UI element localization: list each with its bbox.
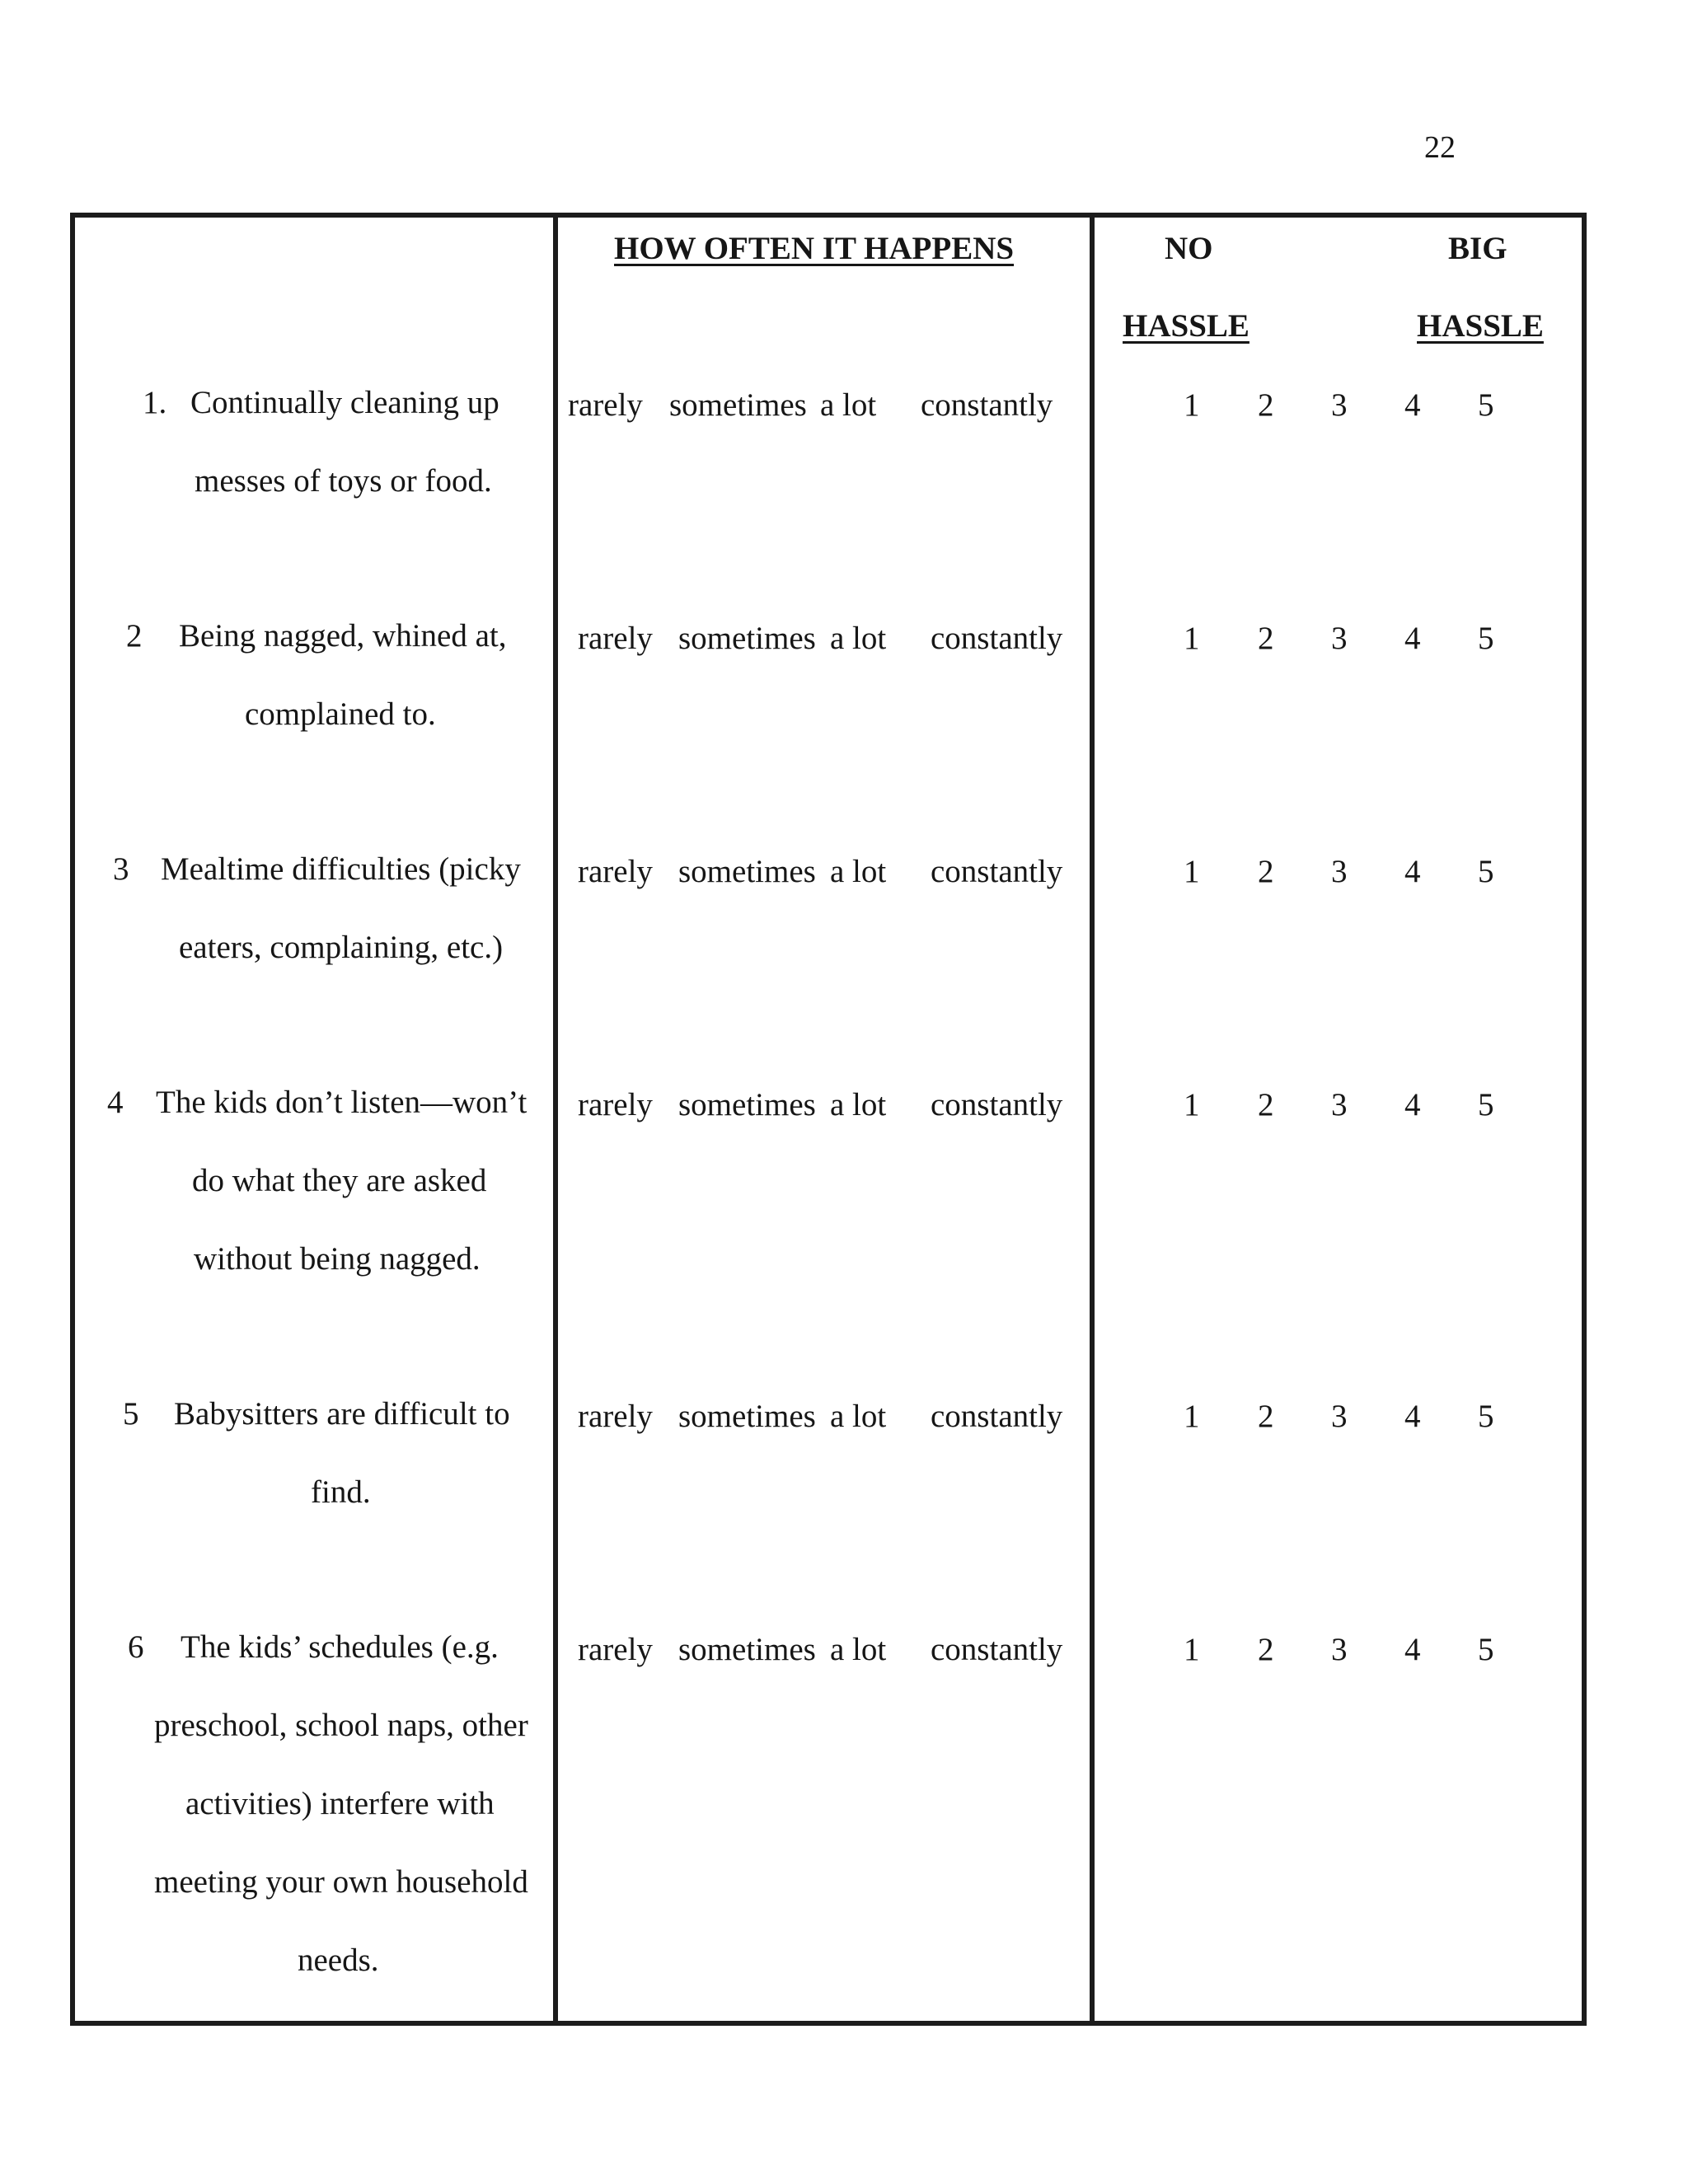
frequency-option[interactable]: a lot xyxy=(830,1632,887,1667)
frequency-option[interactable]: rarely xyxy=(568,387,643,423)
rating-value[interactable]: 2 xyxy=(1258,387,1274,423)
frequency-option[interactable]: constantly xyxy=(921,387,1053,423)
item-description-text: Being nagged, whined at, xyxy=(179,618,507,654)
rating-value[interactable]: 3 xyxy=(1331,387,1348,423)
rating-value[interactable]: 2 xyxy=(1258,621,1274,656)
rating-value[interactable]: 4 xyxy=(1404,1399,1421,1434)
item-number-text: 1. xyxy=(143,385,167,420)
frequency-option[interactable]: sometimes xyxy=(678,1087,816,1122)
rating-value[interactable]: 1 xyxy=(1184,621,1200,656)
rating-value[interactable]: 2 xyxy=(1258,854,1274,889)
item-number-text: 6 xyxy=(128,1629,144,1665)
frequency-option[interactable]: sometimes xyxy=(678,854,816,889)
frequency-option[interactable]: rarely xyxy=(578,1087,653,1122)
scale-left-label-bottom: HASSLE xyxy=(1123,308,1250,344)
frequency-option[interactable]: constantly xyxy=(931,1399,1063,1434)
item-number-text: 4 xyxy=(107,1085,124,1120)
frequency-option[interactable]: a lot xyxy=(830,621,887,656)
frequency-option[interactable]: constantly xyxy=(931,1632,1063,1667)
item-number-text: 2 xyxy=(126,618,143,654)
frequency-option[interactable]: constantly xyxy=(931,621,1063,656)
rating-value[interactable]: 4 xyxy=(1404,387,1421,423)
frequency-option[interactable]: sometimes xyxy=(669,387,807,423)
rating-value[interactable]: 4 xyxy=(1404,621,1421,656)
rating-value[interactable]: 2 xyxy=(1258,1087,1274,1122)
item-description-text: without being nagged. xyxy=(194,1241,481,1277)
frequency-option[interactable]: sometimes xyxy=(678,1632,816,1667)
frequency-option[interactable]: rarely xyxy=(578,1632,653,1667)
item-description-text: messes of toys or food. xyxy=(195,463,492,499)
rating-value[interactable]: 5 xyxy=(1478,854,1494,889)
item-description-text: Continually cleaning up xyxy=(190,385,499,420)
frequency-option[interactable]: a lot xyxy=(820,387,877,423)
item-description-text: complained to. xyxy=(245,696,436,732)
scale-right-label-bottom: HASSLE xyxy=(1417,308,1544,344)
rating-value[interactable]: 4 xyxy=(1404,1632,1421,1667)
rating-value[interactable]: 4 xyxy=(1404,854,1421,889)
page-number: 22 xyxy=(1424,130,1456,165)
item-description-text: The kids’ schedules (e.g. xyxy=(181,1629,499,1665)
rating-value[interactable]: 1 xyxy=(1184,1087,1200,1122)
scale-left-label-top: NO xyxy=(1165,231,1213,266)
item-description-text: eaters, complaining, etc.) xyxy=(179,930,504,965)
column-divider xyxy=(553,218,558,2021)
rating-value[interactable]: 5 xyxy=(1478,621,1494,656)
item-description-text: Babysitters are difficult to xyxy=(174,1396,510,1432)
rating-value[interactable]: 5 xyxy=(1478,1087,1494,1122)
frequency-column-title: HOW OFTEN IT HAPPENS xyxy=(614,231,1015,266)
rating-value[interactable]: 2 xyxy=(1258,1399,1274,1434)
rating-value[interactable]: 3 xyxy=(1331,1632,1348,1667)
item-number-text: 3 xyxy=(113,851,129,887)
rating-value[interactable]: 2 xyxy=(1258,1632,1274,1667)
rating-value[interactable]: 1 xyxy=(1184,1399,1200,1434)
item-description-text: Mealtime difficulties (picky xyxy=(161,851,521,887)
rating-value[interactable]: 5 xyxy=(1478,1399,1494,1434)
item-description-text: find. xyxy=(311,1474,371,1510)
rating-value[interactable]: 1 xyxy=(1184,1632,1200,1667)
rating-value[interactable]: 3 xyxy=(1331,621,1348,656)
scale-right-label-top: BIG xyxy=(1448,231,1507,266)
column-divider xyxy=(1090,218,1095,2021)
frequency-option[interactable]: sometimes xyxy=(678,1399,816,1434)
item-number-text: 5 xyxy=(123,1396,139,1432)
item-description-text: needs. xyxy=(298,1943,379,1978)
rating-value[interactable]: 4 xyxy=(1404,1087,1421,1122)
frequency-option[interactable]: a lot xyxy=(830,1087,887,1122)
frequency-option[interactable]: rarely xyxy=(578,621,653,656)
frequency-option[interactable]: rarely xyxy=(578,854,653,889)
rating-value[interactable]: 5 xyxy=(1478,1632,1494,1667)
item-description-text: meeting your own household xyxy=(154,1864,528,1900)
item-description-text: The kids don’t listen—won’t xyxy=(156,1085,528,1120)
frequency-option[interactable]: sometimes xyxy=(678,621,816,656)
frequency-option[interactable]: constantly xyxy=(931,854,1063,889)
frequency-option[interactable]: a lot xyxy=(830,854,887,889)
rating-value[interactable]: 3 xyxy=(1331,1399,1348,1434)
frequency-option[interactable]: rarely xyxy=(578,1399,653,1434)
rating-value[interactable]: 3 xyxy=(1331,854,1348,889)
rating-value[interactable]: 3 xyxy=(1331,1087,1348,1122)
item-description-text: activities) interfere with xyxy=(185,1786,495,1821)
frequency-option[interactable]: constantly xyxy=(931,1087,1063,1122)
item-description-text: preschool, school naps, other xyxy=(154,1708,528,1743)
rating-value[interactable]: 1 xyxy=(1184,854,1200,889)
hassles-table xyxy=(70,213,1587,2026)
item-description-text: do what they are asked xyxy=(192,1163,487,1198)
rating-value[interactable]: 1 xyxy=(1184,387,1200,423)
rating-value[interactable]: 5 xyxy=(1478,387,1494,423)
frequency-option[interactable]: a lot xyxy=(830,1399,887,1434)
